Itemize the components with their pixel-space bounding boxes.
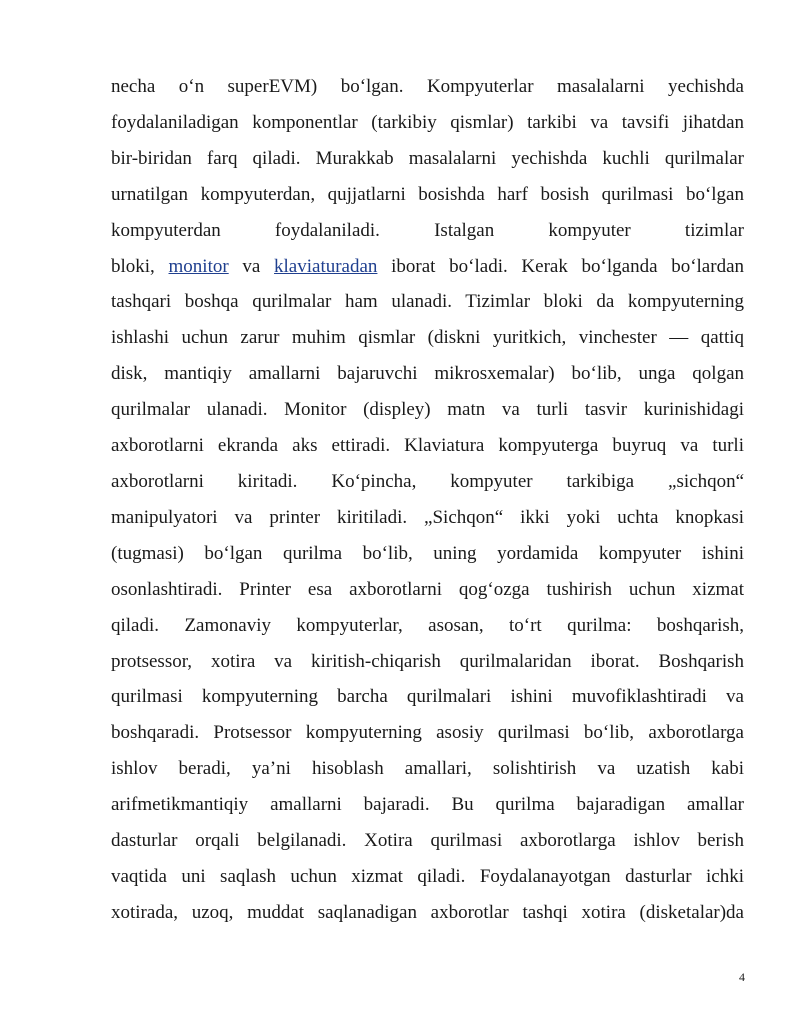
text-line: protsessor, xotira va kiritish-chiqarish qurilmalaridan iborat. Boshqarish [111,650,744,672]
text-segment: va [228,255,275,277]
text-line: bir-biridan farq qiladi. Murakkab masalalarni yechishda kuchli qurilmalar [111,147,744,169]
text-segment: iborat bo‘ladi. Kerak bo‘lganda bo‘lardan [377,255,745,277]
text-line-with-links [111,249,744,285]
text-line: xotirada, uzoq, muddat saqlanadigan axborotlar tashqi xotira (disketalar)da [111,901,744,923]
text-line: qiladi. Zamonaviy kompyuterlar, asosan, to‘rt qurilma: boshqarish, [111,614,744,636]
body-paragraph [111,69,744,931]
klaviaturadan-link[interactable]: klaviaturadan [274,255,378,277]
text-line: boshqaradi. Protsessor kompyuterning asosiy qurilmasi bo‘lib, axborotlarga [111,722,744,744]
text-line: disk, mantiqiy amallarni bajaruvchi mikrosxemalar) bo‘lib, unga qolgan [111,363,744,385]
text-line: kompyuterdan foydalaniladi. Istalgan kompyuter tizimlar [111,219,744,241]
text-line: qurilmalar ulanadi. Monitor (displey) matn va turli tasvir kurinishidagi [111,399,744,421]
text-line: manipulyatori va printer kiritiladi. „Sichqon“ ikki yoki uchta knopkasi [111,506,744,528]
text-line: ishlashi uchun zarur muhim qismlar (diskni yuritkich, vinchester — qattiq [111,327,744,349]
text-segment: bloki, [111,255,169,277]
text-line: necha o‘n superEVM) bo‘lgan. Kompyuterlar masalalarni yechishda [111,76,744,97]
monitor-link[interactable]: monitor [168,255,229,277]
text-line: osonlashtiradi. Printer esa axborotlarni qog‘ozga tushirish uchun xizmat [111,578,744,600]
text-line: dasturlar orqali belgilanadi. Xotira qurilmasi axborotlarga ishlov berish [111,830,744,852]
text-line: foydalaniladigan komponentlar (tarkibiy qismlar) tarkibi va tavsifi jihatdan [111,111,744,133]
text-line: tashqari boshqa qurilmalar ham ulanadi. Tizimlar bloki da kompyuterning [111,291,744,313]
page-number: 4 [739,970,745,984]
text-line: vaqtida uni saqlash uchun xizmat qiladi. Foydalanayotgan dasturlar ichki [111,865,744,887]
text-line: qurilmasi kompyuterning barcha qurilmalari ishini muvofiklashtiradi va [111,686,744,708]
text-line: axborotlarni ekranda aks ettiradi. Klaviatura kompyuterga buyruq va turli [111,435,744,457]
text-line: (tugmasi) bo‘lgan qurilma bo‘lib, uning yordamida kompyuter ishini [111,542,744,564]
text-line: arifmetikmantiqiy amallarni bajaradi. Bu qurilma bajaradigan amallar [111,794,744,816]
text-line: axborotlarni kiritadi. Ko‘pincha, kompyuter tarkibiga „sichqon“ [111,470,744,492]
text-line: ishlov beradi, ya’ni hisoblash amallari, solishtirish va uzatish kabi [111,758,744,780]
text-line: urnatilgan kompyuterdan, qujjatlarni bosishda harf bosish qurilmasi bo‘lgan [111,183,744,205]
